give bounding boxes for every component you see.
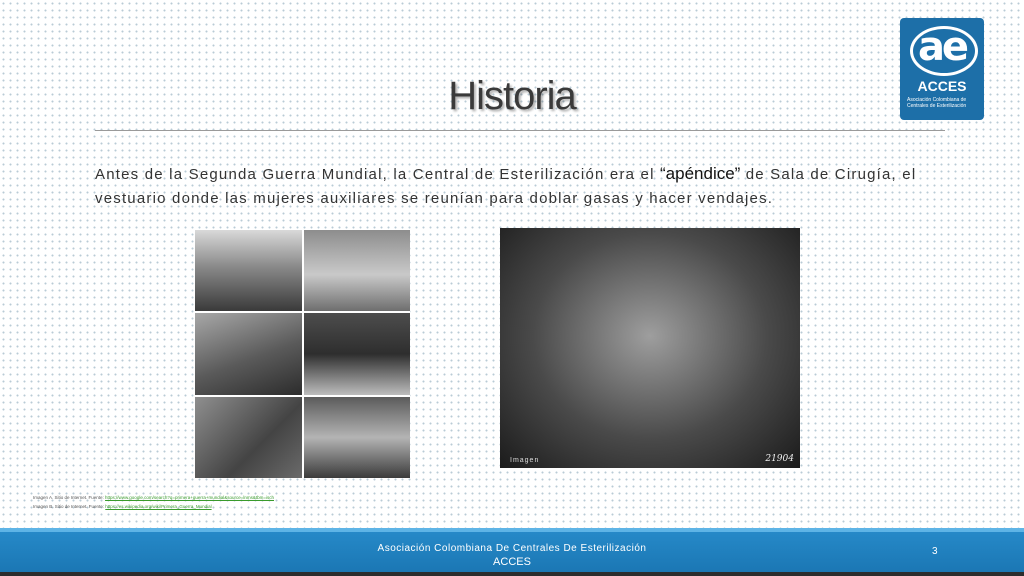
- collage-photo: [195, 397, 302, 478]
- logo-name: ACCES: [917, 78, 967, 94]
- photo-number: 21904: [765, 454, 794, 464]
- collage-photo: [304, 397, 411, 478]
- collage-photo: [195, 230, 302, 311]
- footer-bar: [0, 528, 1024, 572]
- footer-organization: Asociación Colombiana De Centrales De Esterilización: [377, 543, 647, 554]
- reference-label: Imagen B. Sitio de Internet. Fuente:: [33, 504, 106, 509]
- body-paragraph: [95, 162, 945, 211]
- reference-label: Imagen A. Sitio de Internet. Fuente:: [33, 495, 106, 500]
- body-text-emphasis: “apéndice”: [660, 164, 741, 183]
- body-text-after: de Sala de Cirugía, el vestuario donde las mujeres auxiliares se reunían para doblar gasas y hacer vendajes.: [95, 166, 917, 207]
- collage-photo: [304, 230, 411, 311]
- reference-link[interactable]: https://es.wikipedia.org/wiki/Primera_Guerra_Mundial: [105, 504, 212, 509]
- surgery-photo: [500, 228, 800, 468]
- war-photo-collage: [195, 230, 410, 478]
- reference-link[interactable]: https://www.google.com/search?q=primera+guerra+mundial&source=lnms&tbm=isch: [105, 495, 275, 500]
- photo-caption: Imagen: [510, 457, 540, 464]
- body-text-before: Antes de la Segunda Guerra Mundial, la Central de Esterilización era el: [95, 166, 661, 183]
- title-divider: [95, 130, 945, 131]
- logo-subtitle: Asociación Colombiana de Centrales de Esterilización: [907, 97, 967, 109]
- footer-bottom-stripe: [0, 572, 1024, 576]
- image-references: [33, 493, 733, 511]
- collage-photo: [195, 313, 302, 394]
- collage-photo: [304, 313, 411, 394]
- reference-line: [33, 502, 733, 511]
- logo-mark: ae: [917, 24, 967, 70]
- page-title: Historia: [448, 74, 576, 118]
- page-number: 3: [932, 546, 938, 557]
- reference-line: [33, 493, 733, 502]
- footer-acronym: ACCES: [493, 556, 531, 568]
